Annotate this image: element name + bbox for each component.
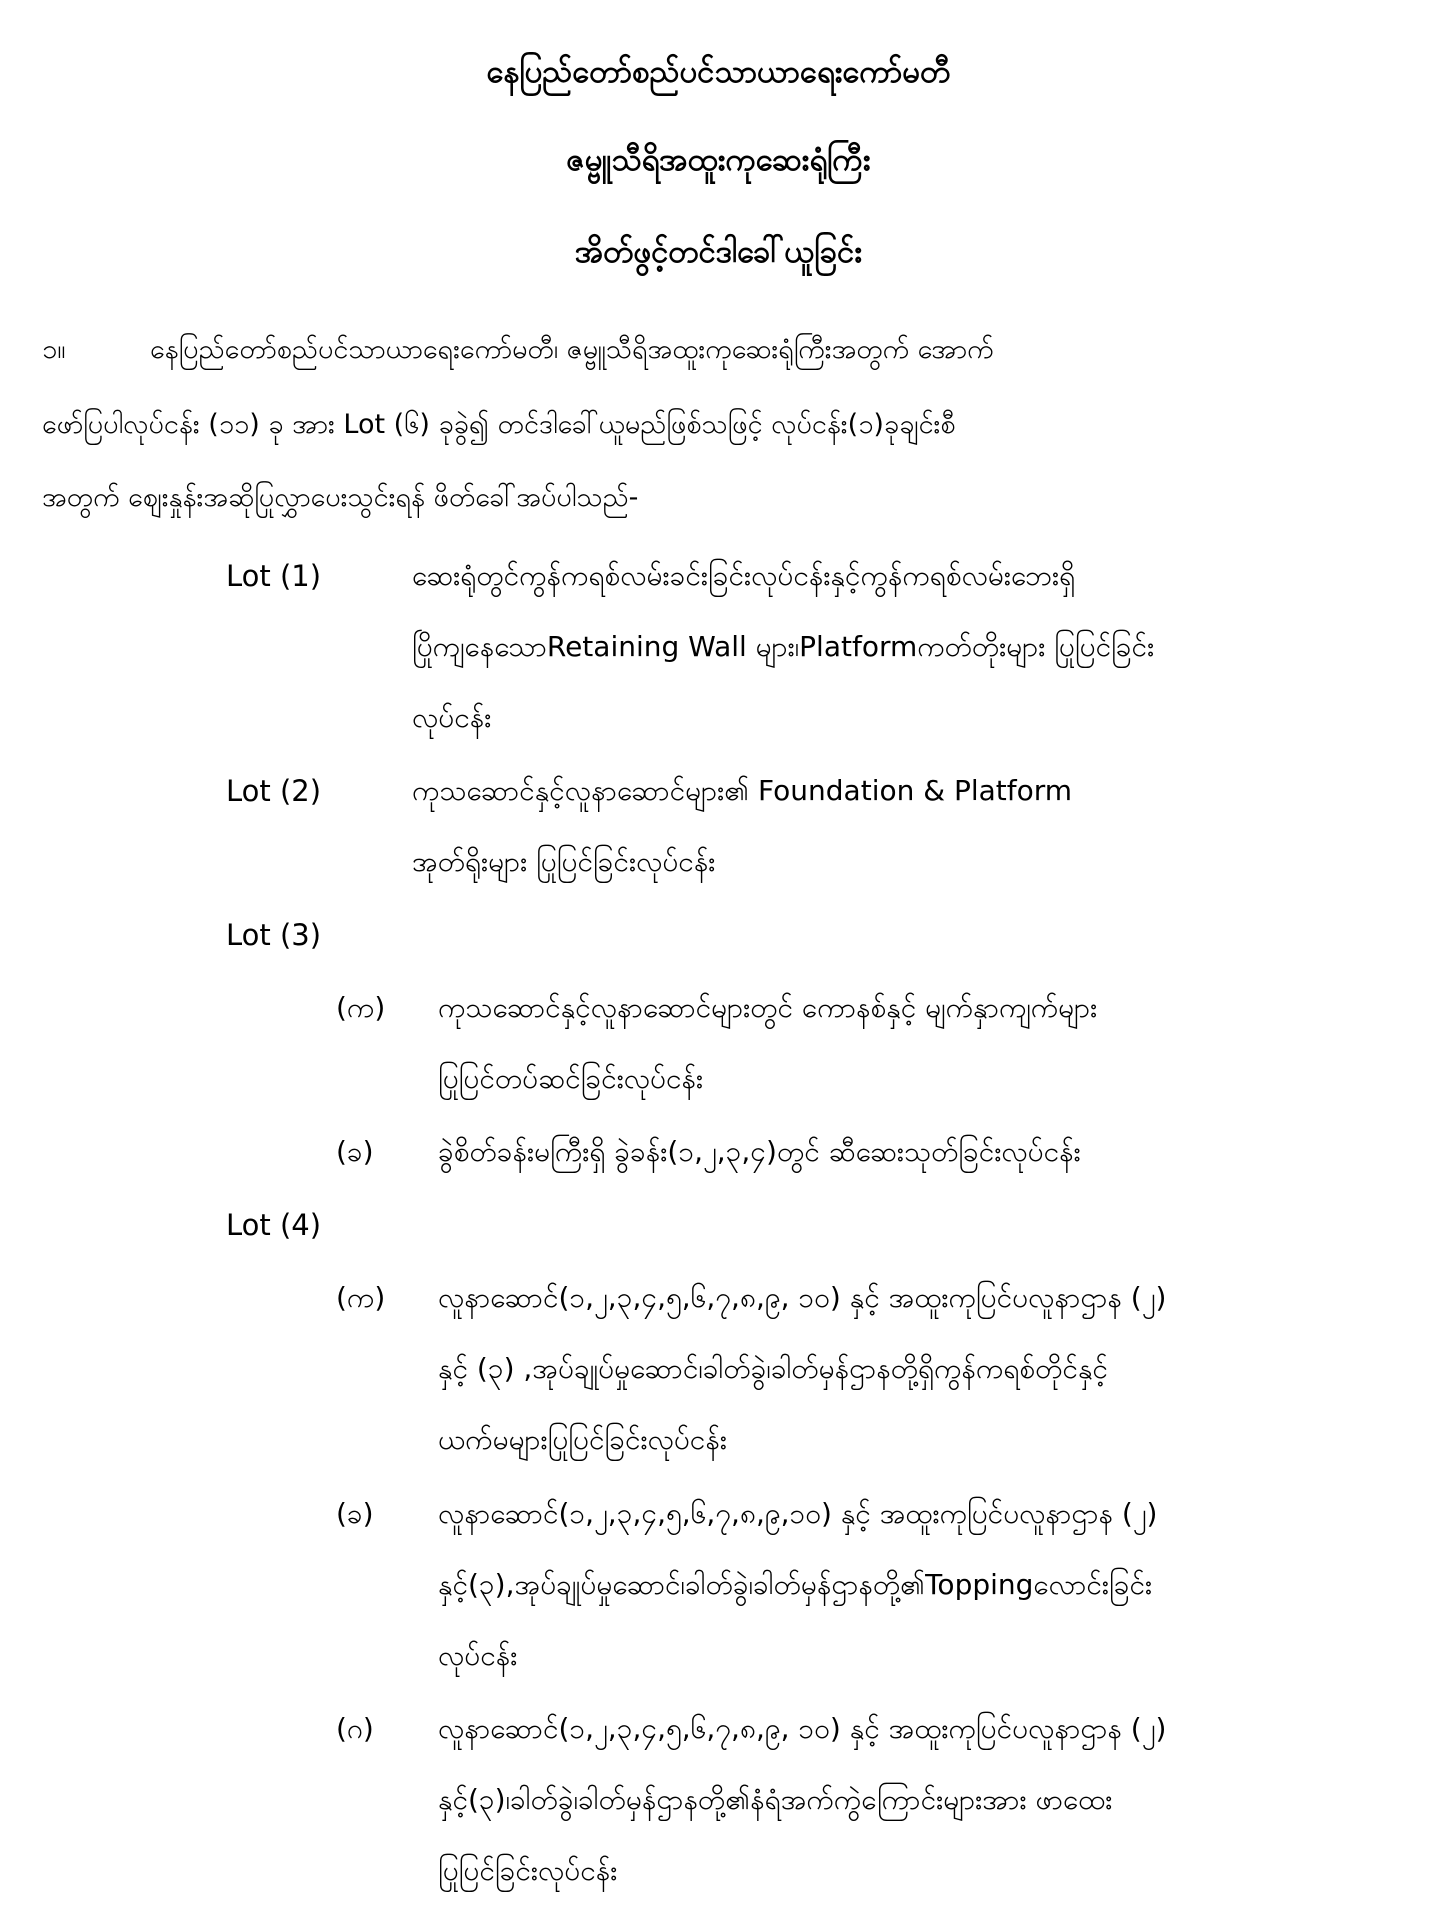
sub-item-label: (ဂ) [336,1712,374,1745]
paragraph-number: ၁။ [42,334,66,365]
intro-line: နေပြည်တော်စည်ပင်သာယာရေးကော်မတီ၊ ဇမ္ဗူသီရိအထူးကုဆေးရုံကြီးအတွက် အောက် [150,334,994,365]
lot-text-line: ကုသဆောင်နှင့်လူနာဆောင်များ၏ Foundation & Platform [412,774,1073,807]
sub-item-line: ပြုပြင်ခြင်းလုပ်ငန်း [438,1854,618,1887]
sub-item-line: နှင့်(၃)၊ခါတ်ခွဲ၊ခါတ်မှန်ဌာနတို့၏နံရံအက်ကွဲကြောင်းများအား ဖာထေး [438,1783,1113,1816]
document-title: နေပြည်တော်စည်ပင်သာယာရေးကော်မတီ [486,54,951,90]
document-subtitle: ဇမ္ဗူသီရိအထူးကုဆေးရုံကြီး [566,142,871,178]
sub-item-label: (ခ) [336,1497,374,1530]
document-heading: အိတ်ဖွင့်တင်ဒါခေါ်ယူခြင်း [574,234,863,270]
sub-item-line: လူနာဆောင်(၁,၂,၃,၄,၅,၆,၇,၈,၉, ၁၀) နှင့် အထူးကုပြင်ပလူနာဌာန (၂) [438,1712,1167,1745]
sub-item-line: လုပ်ငန်း [438,1639,518,1672]
sub-item-line: နှင့်(၃),အုပ်ချုပ်မှုဆောင်၊ခါတ်ခွဲ၊ခါတ်မှန်ဌာနတို့၏Toppingလောင်းခြင်း [438,1568,1153,1601]
sub-item-line: လူနာဆောင်(၁,၂,၃,၄,၅,၆,၇,၈,၉,၁၀) နှင့် အထူးကုပြင်ပလူနာဌာန (၂) [438,1497,1158,1530]
sub-item-line: လူနာဆောင်(၁,၂,၃,၄,၅,၆,၇,၈,၉, ၁၀) နှင့် အထူးကုပြင်ပလူနာဌာန (၂) [438,1281,1167,1314]
sub-item-label: (က) [336,1281,386,1314]
lot-label: Lot (1) [226,559,322,593]
lot-label: Lot (4) [226,1208,322,1242]
lot-text-line: ဆေးရုံတွင်ကွန်ကရစ်လမ်းခင်းခြင်းလုပ်ငန်းနှင့်ကွန်ကရစ်လမ်းဘေးရှိ [412,559,1076,592]
sub-item-line: ကုသဆောင်နှင့်လူနာဆောင်များတွင် ကောနစ်နှင့် မျက်နှာကျက်များ [438,991,1098,1024]
lot-text-line: အုတ်ရိုးများ ပြုပြင်ခြင်းလုပ်ငန်း [412,845,716,878]
lot-text-line: လုပ်ငန်း [412,701,492,734]
intro-line: အတွက် ဈေးနှုန်းအဆိုပြုလွှာပေးသွင်းရန် ဖိတ်ခေါ်အပ်ပါသည်- [42,482,639,513]
sub-item-line: နှင့် (၃) ,အုပ်ချုပ်မှုဆောင်၊ခါတ်ခွဲ၊ခါတ်မှန်ဌာနတို့ရှိကွန်ကရစ်တိုင်နှင့် [438,1352,1108,1385]
sub-item-line: ပြုပြင်တပ်ဆင်ခြင်းလုပ်ငန်း [438,1062,704,1095]
intro-line: ဖော်ပြပါလုပ်ငန်း (၁၁) ခု အား Lot (၆) ခုခွဲ၍ တင်ဒါခေါ်ယူမည်ဖြစ်သဖြင့် လုပ်ငန်း(၁)ခုချင်းစီ [42,409,956,440]
sub-item-line: ခွဲစိတ်ခန်းမကြီးရှိ ခွဲခန်း(၁,၂,၃,၄)တွင် ဆီဆေးသုတ်ခြင်းလုပ်ငန်း [438,1135,1081,1168]
lot-text-line: ပြိုကျနေသောRetaining Wall များ၊Platformကတ်တိုးများ ပြုပြင်ခြင်း [412,630,1155,663]
sub-item-label: (ခ) [336,1135,374,1168]
lot-label: Lot (2) [226,774,322,808]
lot-label: Lot (3) [226,918,322,952]
sub-item-label: (က) [336,991,386,1024]
sub-item-line: ယက်မများပြုပြင်ခြင်းလုပ်ငန်း [438,1423,727,1456]
